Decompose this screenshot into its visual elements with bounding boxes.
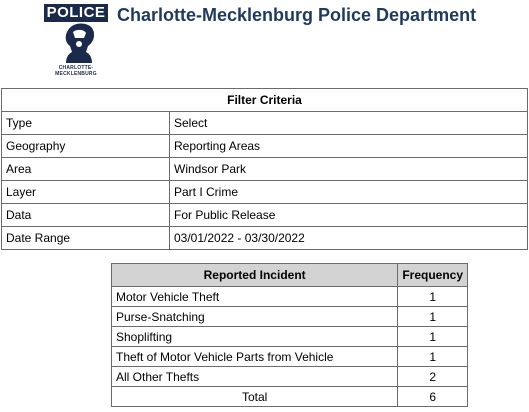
- incident-name: Motor Vehicle Theft: [112, 287, 398, 307]
- reported-incidents-table: [111, 263, 468, 407]
- incidents-header-row: [112, 264, 468, 287]
- filter-heading: Filter Criteria: [2, 89, 528, 112]
- incident-frequency: 1: [398, 347, 468, 367]
- column-header-frequency: Frequency: [398, 264, 468, 287]
- table-row: [112, 287, 468, 307]
- filter-value: Part I Crime: [170, 181, 528, 204]
- total-row: [112, 387, 468, 407]
- incident-frequency: 1: [398, 307, 468, 327]
- incident-name: Purse-Snatching: [112, 307, 398, 327]
- filter-row: [2, 112, 528, 135]
- filter-row: [2, 158, 528, 181]
- filter-row: [2, 181, 528, 204]
- filter-value: Reporting Areas: [170, 135, 528, 158]
- logo-subtitle: CHARLOTTE-MECKLENBURG: [55, 65, 97, 77]
- filter-value: Windsor Park: [170, 158, 528, 181]
- page-header: [0, 0, 529, 86]
- filter-value: Select: [170, 112, 528, 135]
- filter-criteria-table: [1, 88, 528, 250]
- filter-label: Area: [2, 158, 170, 181]
- cmpd-logo: [38, 2, 114, 77]
- department-title: Charlotte-Mecklenburg Police Department: [117, 5, 477, 25]
- incident-name: Theft of Motor Vehicle Parts from Vehicle: [112, 347, 398, 367]
- filter-label: Data: [2, 204, 170, 227]
- filter-label: Layer: [2, 181, 170, 204]
- total-label: Total: [112, 387, 398, 407]
- incident-frequency: 1: [398, 327, 468, 347]
- filter-row: [2, 227, 528, 250]
- incident-name: Shoplifting: [112, 327, 398, 347]
- police-emblem-icon: [58, 22, 98, 64]
- incident-name: All Other Thefts: [112, 367, 398, 387]
- table-row: [112, 307, 468, 327]
- filter-label: Type: [2, 112, 170, 135]
- logo-police-word: POLICE: [44, 4, 108, 22]
- filter-label: Geography: [2, 135, 170, 158]
- filter-value: For Public Release: [170, 204, 528, 227]
- table-row: [112, 327, 468, 347]
- filter-value: 03/01/2022 - 03/30/2022: [170, 227, 528, 250]
- incident-frequency: 1: [398, 287, 468, 307]
- filter-row: [2, 204, 528, 227]
- filter-row: [2, 135, 528, 158]
- table-row: [112, 367, 468, 387]
- filter-label: Date Range: [2, 227, 170, 250]
- filter-heading-row: [2, 89, 528, 112]
- incident-frequency: 2: [398, 367, 468, 387]
- total-value: 6: [398, 387, 468, 407]
- table-row: [112, 347, 468, 367]
- column-header-incident: Reported Incident: [112, 264, 398, 287]
